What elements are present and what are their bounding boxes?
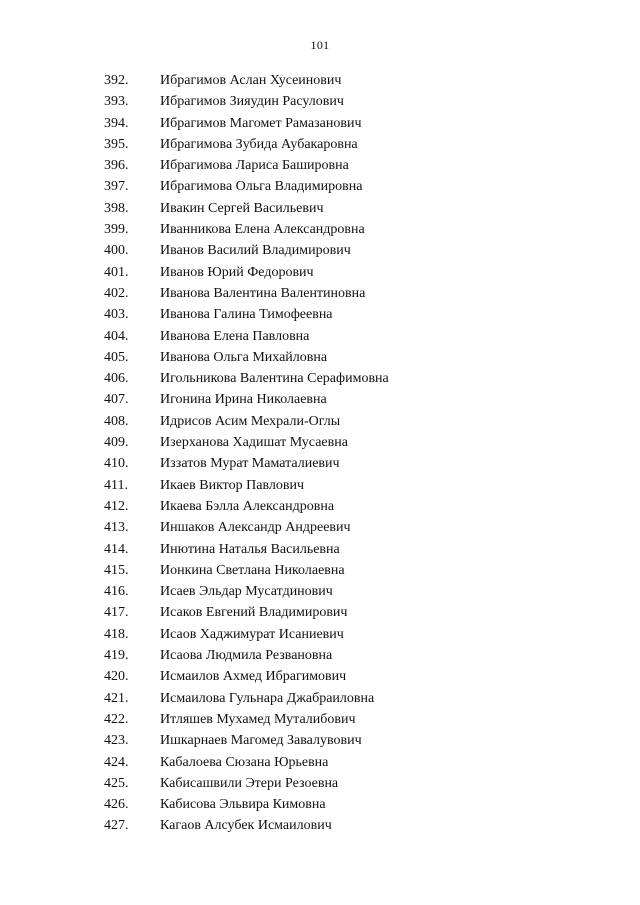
entry-number: 408. [104, 413, 129, 429]
entry-name: Ибрагимов Магомет Рамазанович [160, 115, 362, 131]
list-item [104, 176, 389, 197]
entry-name: Исаков Евгений Владимирович [160, 605, 348, 621]
list-item [104, 815, 389, 836]
list-item [104, 240, 389, 261]
entry-number: 421. [104, 690, 129, 706]
list-item [104, 688, 389, 709]
entry-number: 419. [104, 648, 129, 664]
entry-number: 396. [104, 158, 129, 174]
entry-name: Кабалоева Сюзана Юрьевна [160, 754, 329, 770]
entry-name: Иззатов Мурат Маматалиевич [160, 456, 340, 472]
list-item [104, 752, 389, 773]
entry-number: 424. [104, 754, 129, 770]
list-item [104, 560, 389, 581]
entry-name: Иванова Елена Павловна [160, 328, 310, 344]
list-item [104, 581, 389, 602]
list-item [104, 602, 389, 623]
entry-number: 422. [104, 711, 129, 727]
list-item [104, 155, 389, 176]
list-item [104, 134, 389, 155]
entry-name: Исаова Людмила Резвановна [160, 648, 333, 664]
list-item [104, 198, 389, 219]
entry-number: 415. [104, 562, 129, 578]
entry-name: Иванова Валентина Валентиновна [160, 285, 366, 301]
entry-name: Ибрагимов Зияудин Расулович [160, 94, 344, 110]
entry-number: 410. [104, 456, 129, 472]
entry-name: Иванникова Елена Александровна [160, 222, 365, 238]
entry-name: Ибрагимова Ольга Владимировна [160, 179, 363, 195]
list-item [104, 645, 389, 666]
list-item [104, 496, 389, 517]
entry-name: Иванова Галина Тимофеевна [160, 307, 333, 323]
list-item [104, 517, 389, 538]
entry-number: 398. [104, 200, 129, 216]
list-item [104, 91, 389, 112]
entry-number: 418. [104, 626, 129, 642]
entry-number: 412. [104, 498, 129, 514]
list-item [104, 283, 389, 304]
entry-number: 406. [104, 371, 129, 387]
entry-name: Исаов Хаджимурат Исаниевич [160, 626, 344, 642]
entry-name: Ивакин Сергей Васильевич [160, 200, 324, 216]
entry-number: 407. [104, 392, 129, 408]
entry-number: 400. [104, 243, 129, 259]
entry-number: 395. [104, 136, 129, 152]
list-item [104, 794, 389, 815]
entry-name: Ибрагимов Аслан Хусеинович [160, 73, 342, 88]
entry-name: Идрисов Асим Мехрали-Оглы [160, 413, 341, 429]
list-item [104, 475, 389, 496]
entry-name: Кабисова Эльвира Кимовна [160, 797, 326, 813]
entry-number: 420. [104, 669, 129, 685]
entry-number: 394. [104, 115, 129, 131]
name-list [104, 70, 389, 837]
entry-number: 405. [104, 349, 129, 365]
entry-name: Исмаилова Гульнара Джабраиловна [160, 690, 375, 706]
entry-number: 417. [104, 605, 129, 621]
entry-number: 399. [104, 222, 129, 238]
entry-name: Инютина Наталья Васильевна [160, 541, 340, 557]
entry-name: Исаев Эльдар Мусатдинович [160, 584, 333, 600]
list-item [104, 666, 389, 687]
entry-number: 414. [104, 541, 129, 557]
entry-number: 409. [104, 435, 129, 451]
list-item [104, 347, 389, 368]
entry-number: 404. [104, 328, 129, 344]
entry-name: Кабисашвили Этери Резоевна [160, 775, 339, 791]
list-item [104, 539, 389, 560]
entry-number: 411. [104, 477, 128, 493]
entry-name: Кагаов Алсубек Исмаилович [160, 818, 332, 834]
entry-name: Игольникова Валентина Серафимовна [160, 371, 389, 387]
list-item [104, 432, 389, 453]
list-item [104, 326, 389, 347]
entry-name: Иванова Ольга Михайловна [160, 349, 328, 365]
list-item [104, 304, 389, 325]
entry-number: 401. [104, 264, 129, 280]
list-item [104, 773, 389, 794]
list-item [104, 389, 389, 410]
entry-number: 426. [104, 797, 129, 813]
entry-number: 416. [104, 584, 129, 600]
entry-number: 413. [104, 520, 129, 536]
list-item [104, 70, 389, 91]
entry-number: 423. [104, 733, 129, 749]
entry-name: Ибрагимова Зубида Аубакаровна [160, 136, 358, 152]
list-item [104, 453, 389, 474]
entry-name: Икаева Бэлла Александровна [160, 498, 335, 514]
entry-name: Иванов Василий Владимирович [160, 243, 351, 259]
list-item [104, 730, 389, 751]
entry-name: Иванов Юрий Федорович [160, 264, 314, 280]
list-item [104, 113, 389, 134]
list-item [104, 262, 389, 283]
entry-name: Ионкина Светлана Николаевна [160, 562, 345, 578]
entry-name: Игонина Ирина Николаевна [160, 392, 327, 408]
page-number: 101 [310, 38, 330, 52]
entry-name: Изерханова Хадишат Мусаевна [160, 435, 348, 451]
entry-number: 392. [104, 73, 129, 88]
list-item [104, 709, 389, 730]
entry-number: 427. [104, 818, 129, 834]
list-item [104, 411, 389, 432]
entry-name: Итляшев Мухамед Муталибович [160, 711, 356, 727]
entry-number: 425. [104, 775, 129, 791]
entry-name: Иншаков Александр Андреевич [160, 520, 351, 536]
entry-number: 397. [104, 179, 129, 195]
entry-number: 393. [104, 94, 129, 110]
entry-name: Икаев Виктор Павлович [160, 477, 304, 493]
entry-name: Ибрагимова Лариса Башировна [160, 158, 349, 174]
entry-number: 403. [104, 307, 129, 323]
list-item [104, 624, 389, 645]
list-item [104, 219, 389, 240]
list-item [104, 368, 389, 389]
entry-name: Ишкарнаев Магомед Завалувович [160, 733, 362, 749]
entry-number: 402. [104, 285, 129, 301]
entry-name: Исмаилов Ахмед Ибрагимович [160, 669, 347, 685]
